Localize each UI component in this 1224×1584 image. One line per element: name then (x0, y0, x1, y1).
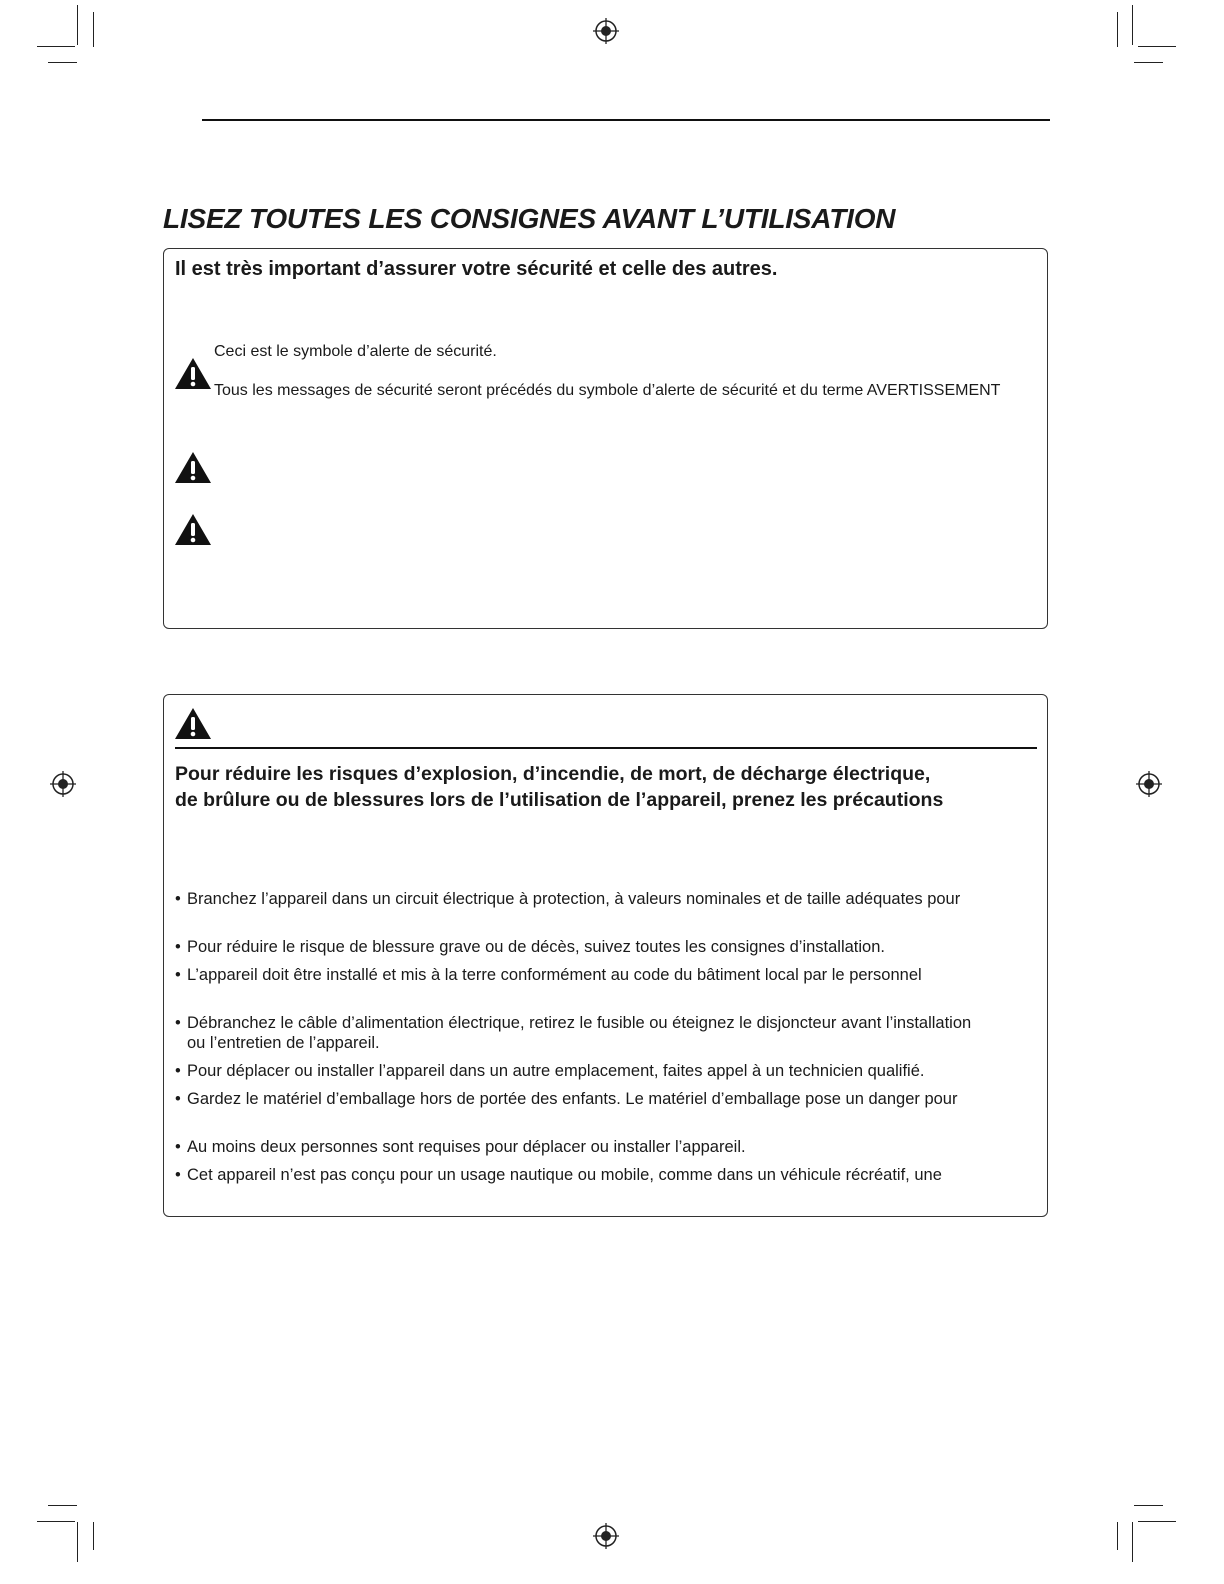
crop-mark (93, 1522, 94, 1550)
crop-mark (1132, 5, 1133, 45)
crop-mark (77, 1522, 78, 1562)
crop-mark (1138, 46, 1176, 47)
list-item-text: • L’appareil doit être installé et mis à la terre conformément au code du bâtiment local par le personnel (187, 966, 922, 984)
registration-mark-icon (1136, 771, 1162, 797)
warning-lead-line: Pour réduire les risques d’explosion, d’incendie, de mort, de décharge électrique, (175, 763, 931, 785)
list-item-text: • Débranchez le câble d’alimentation électrique, retirez le fusible ou éteignez le disjoncteur avant l’installation (187, 1014, 972, 1032)
list-item-text: • Au moins deux personnes sont requises pour déplacer ou installer l’appareil. (187, 1138, 746, 1156)
warning-lead-line: de brûlure ou de blessures lors de l’utilisation de l’appareil, prenez les précautions (175, 789, 944, 811)
warning-box (163, 694, 1048, 1217)
crop-mark (1132, 1522, 1133, 1562)
page-title: LISEZ TOUTES LES CONSIGNES AVANT L’UTILISATION (163, 203, 896, 234)
safety-messages-text: Tous les messages de sécurité seront précédés du symbole d’alerte de sécurité et du terme AVERTISSEMENT (214, 382, 1001, 399)
list-item-text: • Pour déplacer ou installer l’appareil dans un autre emplacement, faites appel à un technicien qualifié. (187, 1062, 925, 1080)
warning-triangle-icon (174, 451, 212, 485)
list-item-text: • Cet appareil n’est pas conçu pour un usage nautique ou mobile, comme dans un véhicule récréatif, une (187, 1166, 942, 1184)
crop-mark (1134, 1505, 1163, 1506)
crop-mark (77, 5, 78, 45)
list-item-text: • Gardez le matériel d’emballage hors de portée des enfants. Le matériel d’emballage pose un danger pour (187, 1090, 958, 1108)
warning-triangle-icon (174, 357, 212, 391)
safety-box-heading: Il est très important d’assurer votre sécurité et celle des autres. (175, 258, 778, 280)
list-item (175, 889, 960, 909)
crop-mark (37, 1521, 75, 1522)
safety-info-box (163, 248, 1048, 629)
list-item-text: • Pour réduire le risque de blessure grave ou de décès, suivez toutes les consignes d’installation. (187, 938, 885, 956)
list-item (175, 965, 922, 985)
list-item-text: ou l’entretien de l’appareil. (187, 1034, 380, 1052)
crop-mark (48, 1505, 77, 1506)
crop-mark (1117, 1522, 1118, 1550)
list-item (175, 1013, 971, 1053)
list-item (175, 1137, 746, 1157)
crop-mark (93, 12, 94, 47)
crop-mark (1134, 62, 1163, 63)
crop-mark (1138, 1521, 1176, 1522)
warning-lead-text (175, 761, 943, 813)
warning-triangle-icon (174, 707, 212, 741)
warning-header-rule (175, 747, 1037, 749)
crop-mark (1117, 12, 1118, 47)
safety-symbol-text: Ceci est le symbole d’alerte de sécurité. (214, 343, 497, 360)
warning-triangle-icon (174, 513, 212, 547)
crop-mark (48, 62, 77, 63)
registration-mark-icon (50, 771, 76, 797)
crop-mark (37, 46, 75, 47)
list-item (175, 937, 885, 957)
list-item-text: • Branchez l’appareil dans un circuit électrique à protection, à valeurs nominales et de taille adéquates pour (187, 890, 961, 908)
registration-mark-icon (593, 1523, 619, 1549)
list-item (175, 1089, 957, 1109)
header-rule (202, 119, 1050, 121)
registration-mark-icon (593, 18, 619, 44)
list-item (175, 1061, 924, 1081)
list-item (175, 1165, 942, 1185)
